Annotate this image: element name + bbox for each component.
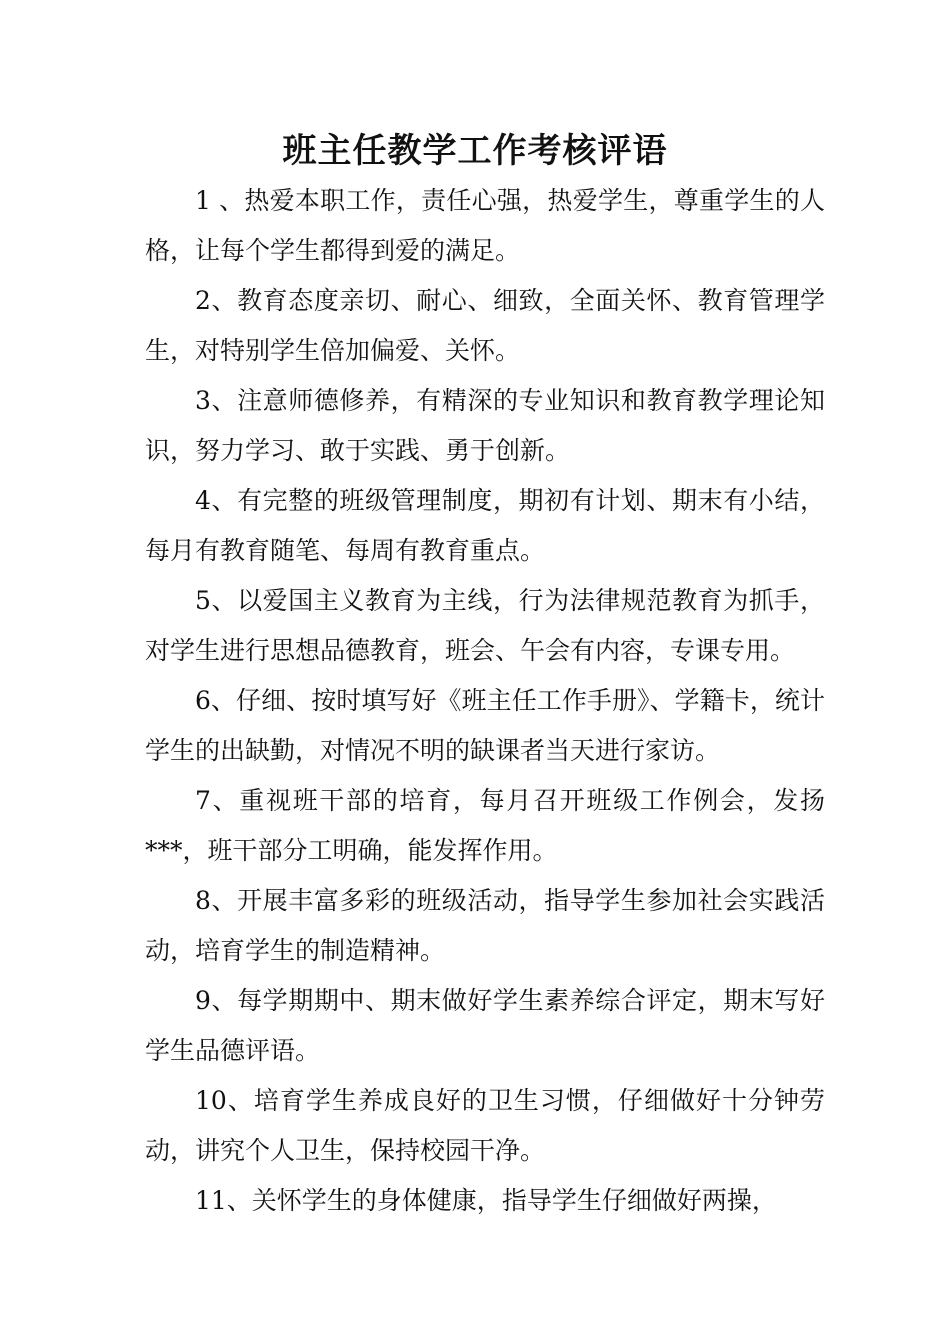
- evaluation-item-4: 4、有完整的班级管理制度，期初有计划、期末有小结，每月有教育随笔、每周有教育重点。: [145, 486, 825, 565]
- evaluation-item-3: 3、注意师德修养，有精深的专业知识和教育教学理论知识，努力学习、敢于实践、勇于创新。: [145, 386, 825, 465]
- evaluation-item-8: 8、开展丰富多彩的班级活动，指导学生参加社会实践活动，培育学生的制造精神。: [145, 886, 825, 965]
- evaluation-item-1: 1 、热爱本职工作，责任心强，热爱学生，尊重学生的人格，让每个学生都得到爱的满足。: [145, 186, 825, 265]
- document-body: [145, 176, 825, 1226]
- evaluation-item-5: 5、以爱国主义教育为主线，行为法律规范教育为抓手，对学生进行思想品德教育，班会、午会有内容，专课专用。: [145, 586, 825, 665]
- evaluation-item-6: 6、仔细、按时填写好《班主任工作手册》、学籍卡，统计学生的出缺勤，对情况不明的缺课者当天进行家访。: [145, 686, 825, 765]
- evaluation-item-9: 9、每学期期中、期末做好学生素养综合评定，期末写好学生品德评语。: [145, 986, 825, 1065]
- evaluation-item-2: 2、教育态度亲切、耐心、细致，全面关怀、教育管理学生，对特别学生倍加偏爱、关怀。: [145, 286, 825, 365]
- evaluation-item-11: 11、关怀学生的身体健康，指导学生仔细做好两操，: [195, 1186, 777, 1215]
- evaluation-item-10: 10、培育学生养成良好的卫生习惯，仔细做好十分钟劳动，讲究个人卫生，保持校园干净。: [145, 1086, 825, 1165]
- document-title: 班主任教学工作考核评语: [282, 131, 668, 171]
- evaluation-item-7: 7、重视班干部的培育，每月召开班级工作例会，发扬***，班干部分工明确，能发挥作用。: [145, 786, 825, 865]
